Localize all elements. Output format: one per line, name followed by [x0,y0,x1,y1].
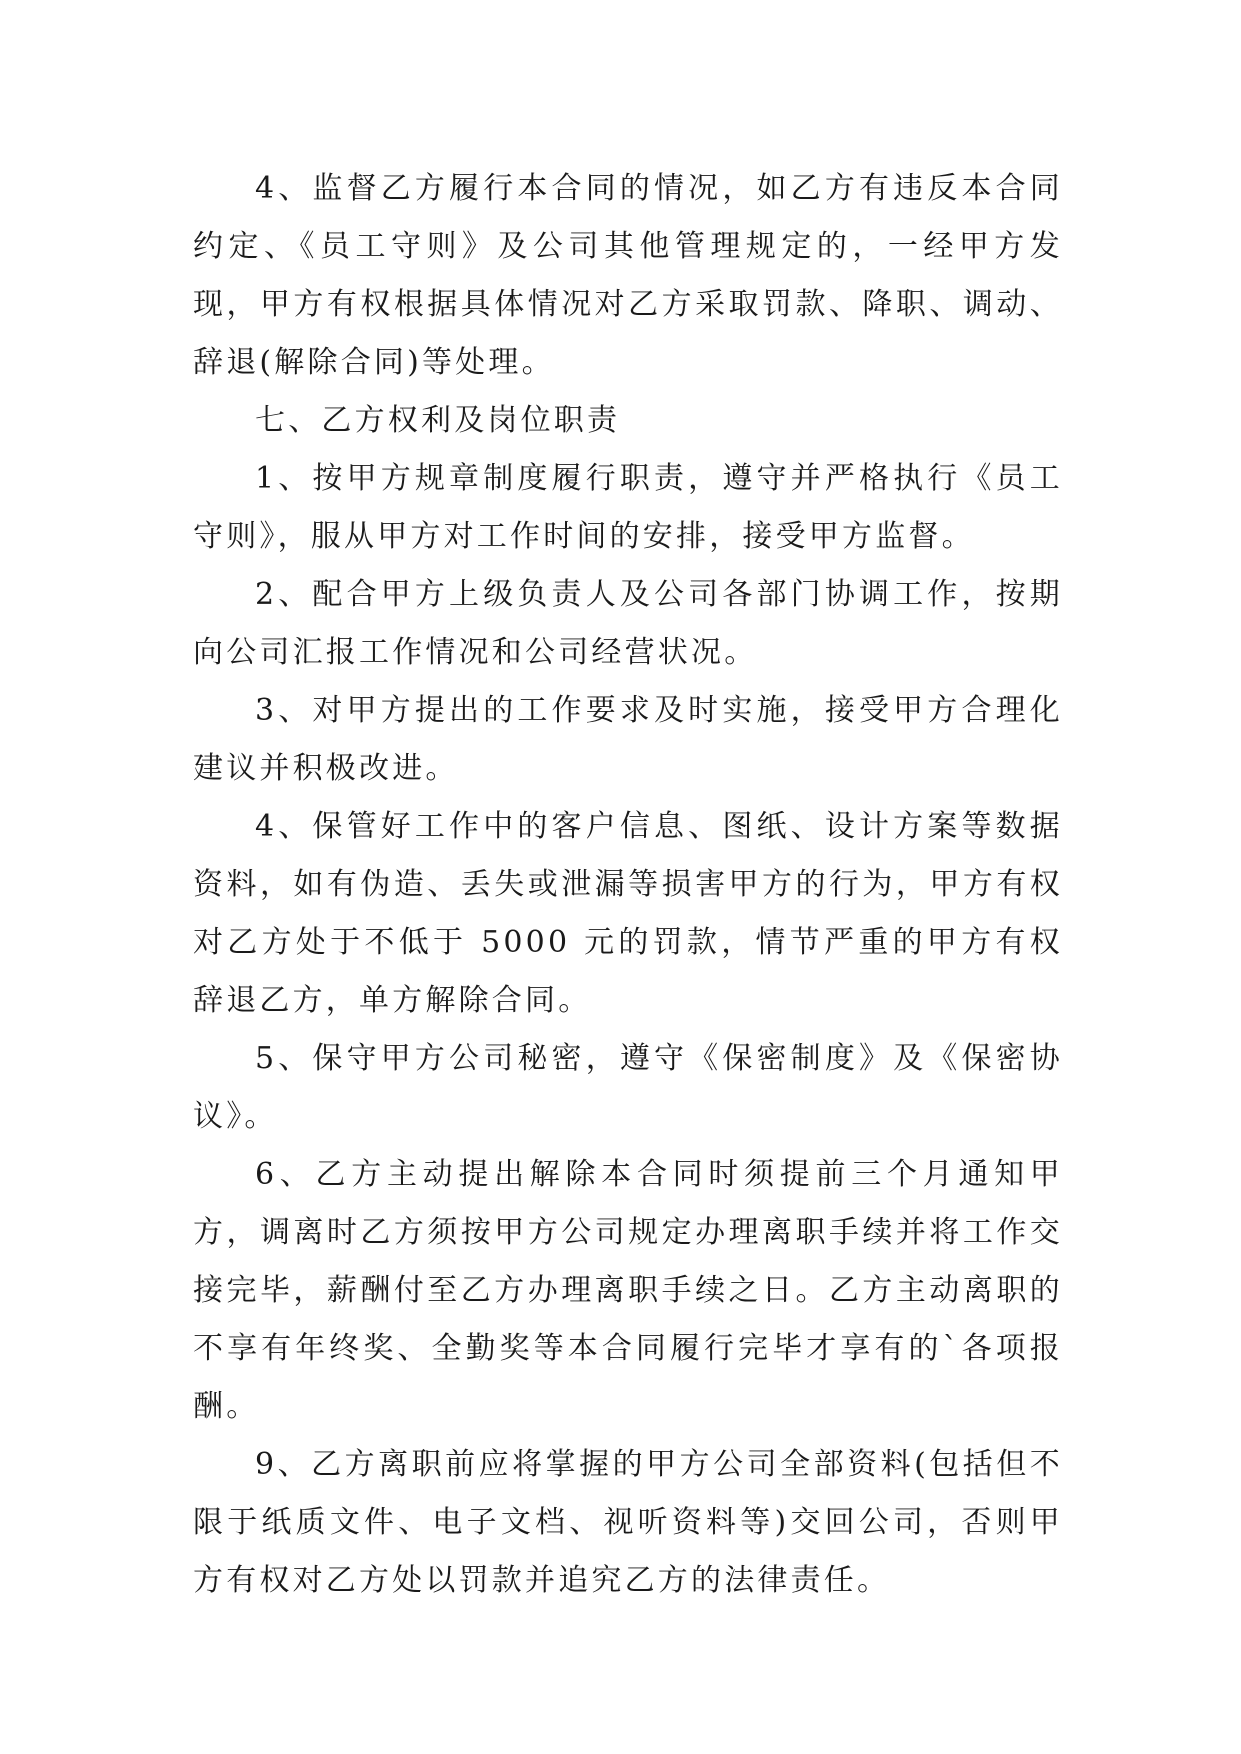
section-heading-7: 七、乙方权利及岗位职责 [255,403,621,438]
clause-4-supervision: 4、监督乙方履行本合同的情况，如乙方有违反本合同约定、《员工守则》及公司其他管理规定的，一经甲方发现，甲方有权根据具体情况对乙方采取罚款、降职、调动、辞退(解除合同)等处理。 [193,171,1063,380]
clause-2-cooperation: 2、配合甲方上级负责人及公司各部门协调工作，按期向公司汇报工作情况和公司经营状况。 [193,577,1063,670]
document-body [193,160,1063,1610]
clause-5-confidentiality: 5、保守甲方公司秘密，遵守《保密制度》及《保密协议》。 [193,1041,1063,1134]
clause-1-duties: 1、按甲方规章制度履行职责，遵守并严格执行《员工守则》，服从甲方对工作时间的安排，接受甲方监督。 [193,461,1063,554]
clause-4-data-custody: 4、保管好工作中的客户信息、图纸、设计方案等数据资料，如有伪造、丢失或泄漏等损害甲方的行为，甲方有权对乙方处于不低于 5000 元的罚款，情节严重的甲方有权辞退乙方，单方解除合同。 [193,809,1063,1018]
clause-9-handover: 9、乙方离职前应将掌握的甲方公司全部资料(包括但不限于纸质文件、电子文档、视听资料等)交回公司，否则甲方有权对乙方处以罚款并追究乙方的法律责任。 [193,1447,1063,1598]
clause-3-implementation: 3、对甲方提出的工作要求及时实施，接受甲方合理化建议并积极改进。 [193,693,1063,786]
clause-6-resignation: 6、乙方主动提出解除本合同时须提前三个月通知甲方，调离时乙方须按甲方公司规定办理离职手续并将工作交接完毕，薪酬付至乙方办理离职手续之日。乙方主动离职的不享有年终奖、全勤奖等本合同履行完毕才享有的`各项报酬。 [193,1157,1063,1424]
